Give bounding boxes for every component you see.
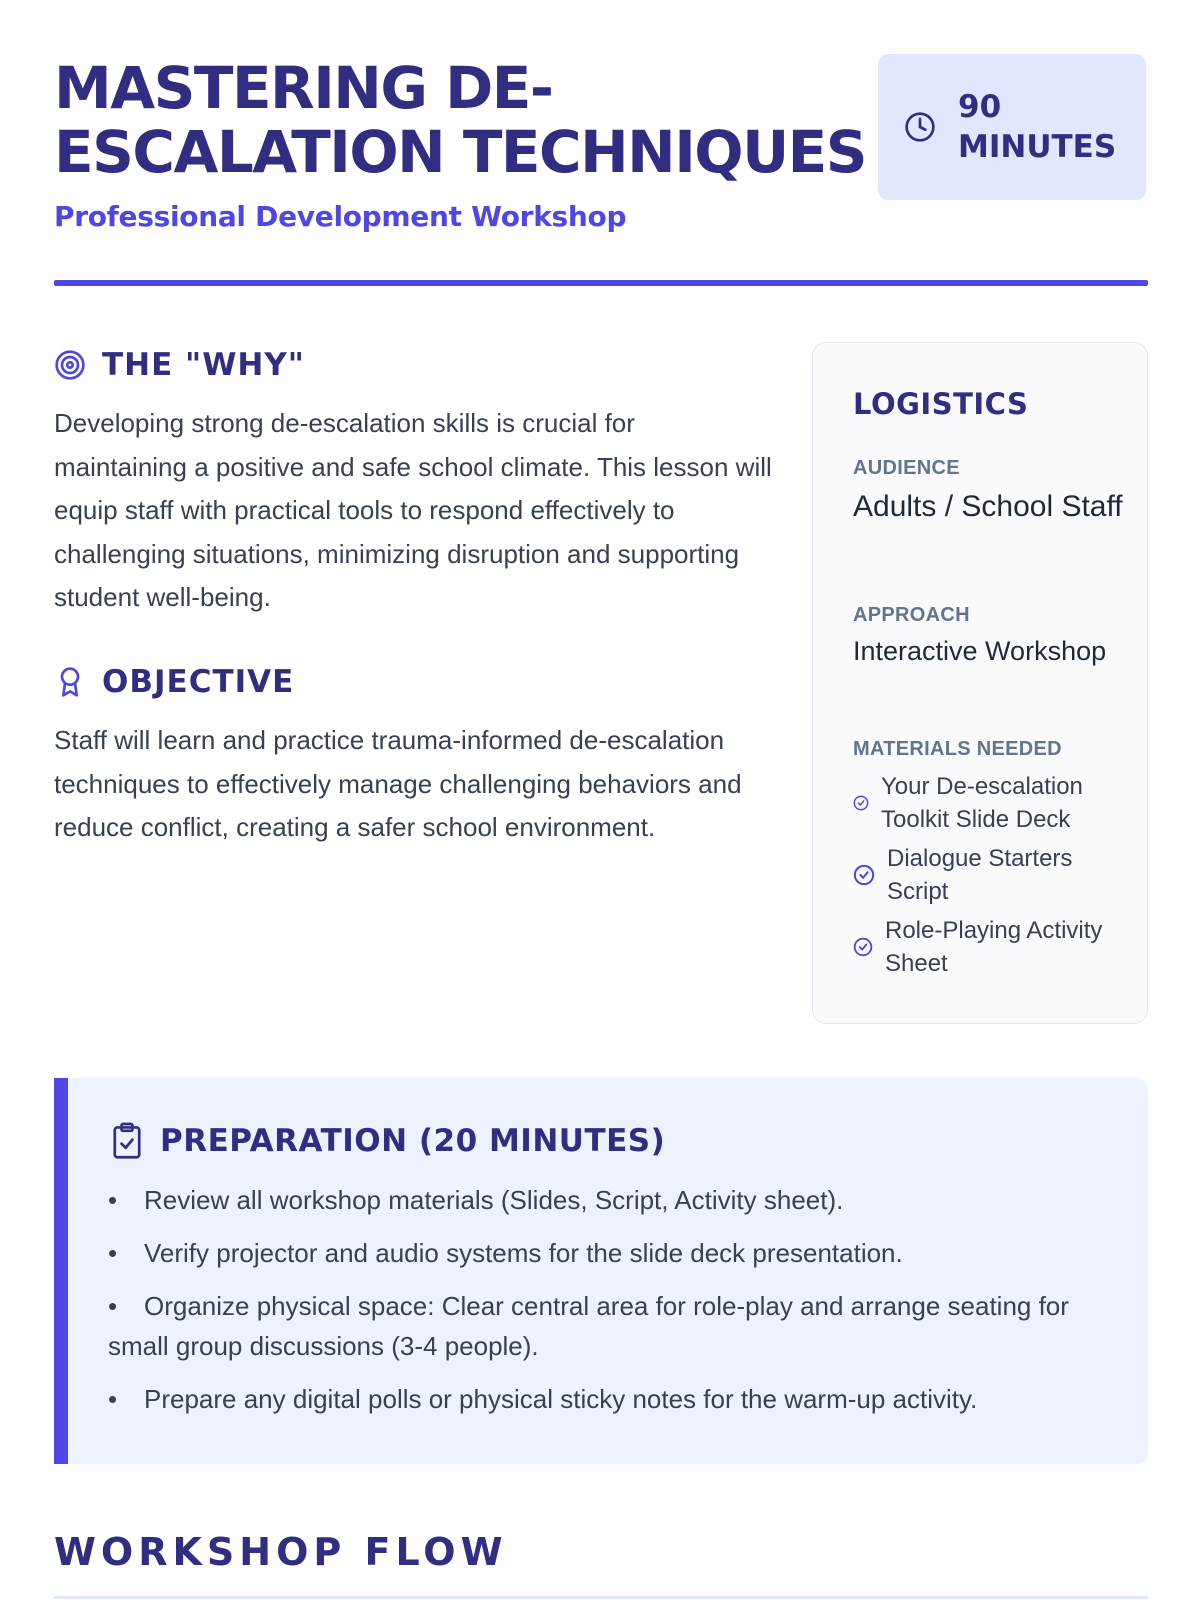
- bullet: •: [108, 1291, 118, 1321]
- list-item: [108, 1233, 1108, 1273]
- preparation-list: [108, 1180, 1108, 1432]
- header-divider: [54, 280, 1148, 286]
- objective-text: Staff will learn and practice trauma-informed de-escalation techniques to effectively manage challenging behaviors and reduce conflict, creating a safer school environment.: [54, 725, 742, 842]
- bullet: •: [108, 1238, 118, 1268]
- list-item: [108, 1286, 1108, 1366]
- preparation-heading: [110, 1122, 665, 1160]
- duration-text: 90 MINUTES: [958, 89, 1117, 165]
- preparation-heading-text: PREPARATION (20 MINUTES): [160, 1123, 666, 1159]
- page-title: MASTERING DE-ESCALATION TECHNIQUES: [54, 54, 867, 186]
- check-circle-icon: [853, 795, 869, 811]
- clock-icon: [904, 111, 936, 143]
- bullet: •: [108, 1185, 118, 1215]
- list-item: [853, 914, 1133, 980]
- workshop-flow-divider: [54, 1596, 1148, 1599]
- logistics-title: LOGISTICS: [853, 387, 1029, 421]
- preparation-box: [54, 1078, 1148, 1464]
- preparation-item-text: Review all workshop materials (Slides, Script, Activity sheet).: [144, 1185, 844, 1215]
- logistics-card: [812, 342, 1148, 1024]
- award-ribbon-icon: [54, 666, 86, 698]
- objective-heading-text: OBJECTIVE: [102, 664, 295, 700]
- approach-label: APPROACH: [853, 604, 970, 626]
- material-text: Your De-escalation Toolkit Slide Deck: [881, 773, 1083, 833]
- approach-value: Interactive Workshop: [853, 636, 1107, 666]
- materials-list: [853, 770, 1133, 986]
- bullet: •: [108, 1384, 118, 1414]
- duration-badge: [878, 54, 1146, 200]
- list-item: [108, 1379, 1108, 1419]
- preparation-accent-bar: [54, 1078, 68, 1464]
- check-circle-icon: [853, 864, 875, 886]
- target-icon: [54, 349, 86, 381]
- audience-label: AUDIENCE: [853, 457, 960, 479]
- list-item: [853, 842, 1133, 908]
- workshop-flow-heading: WORKSHOP FLOW: [54, 1530, 508, 1574]
- material-text: Dialogue Starters Script: [887, 845, 1073, 905]
- audience-value: Adults / School Staff: [853, 490, 1123, 523]
- check-circle-icon: [853, 937, 873, 957]
- objective-heading: [54, 664, 294, 700]
- why-heading: [54, 347, 305, 383]
- materials-label: MATERIALS NEEDED: [853, 738, 1062, 760]
- page-subtitle: Professional Development Workshop: [54, 200, 627, 233]
- clipboard-check-icon: [110, 1122, 144, 1160]
- list-item: [853, 770, 1133, 836]
- why-heading-text: THE "WHY": [102, 347, 305, 383]
- list-item: [108, 1180, 1108, 1220]
- preparation-item-text: Organize physical space: Clear central area for role-play and arrange seating for small group discussions (3-4 people).: [108, 1291, 1069, 1361]
- why-text: Developing strong de-escalation skills is crucial for maintaining a positive and safe school climate. This lesson will equip staff with practical tools to respond effectively to challenging situations, minimizing disruption and supporting student well-being.: [54, 408, 772, 612]
- preparation-item-text: Prepare any digital polls or physical sticky notes for the warm-up activity.: [144, 1384, 978, 1414]
- material-text: Role-Playing Activity Sheet: [885, 917, 1103, 977]
- preparation-item-text: Verify projector and audio systems for the slide deck presentation.: [144, 1238, 903, 1268]
